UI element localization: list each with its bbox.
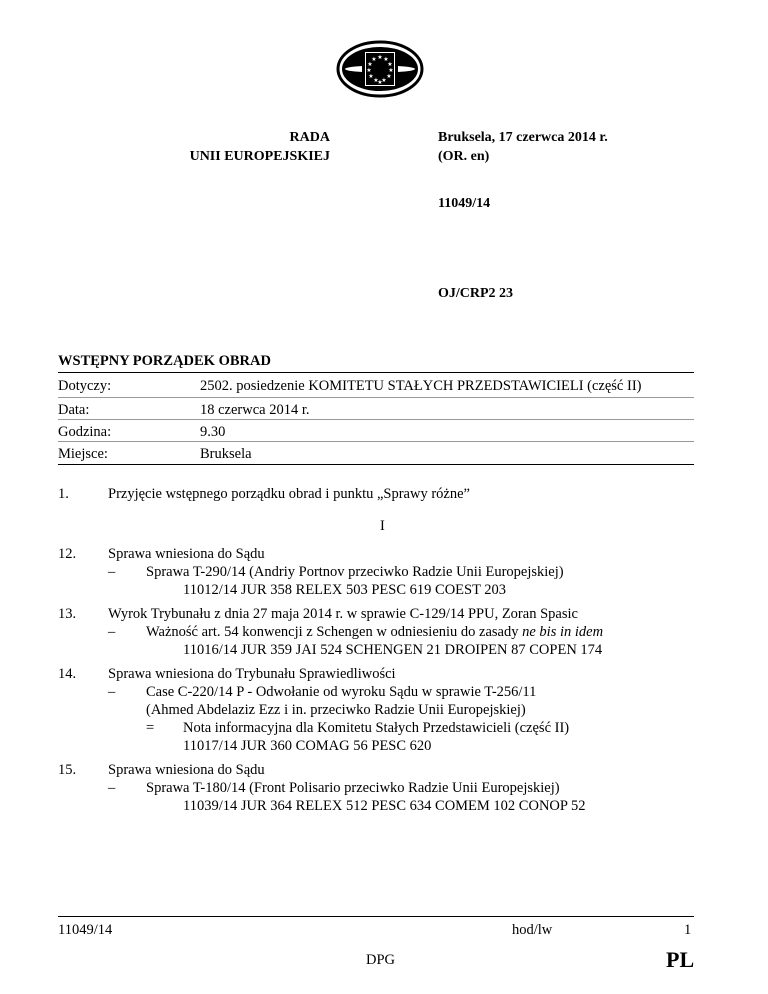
svg-text:★: ★ [381, 77, 387, 84]
meta-row-divider [58, 419, 694, 420]
meta-label-subject: Dotyczy: [58, 378, 112, 394]
item-subtitle: Sprawa T-290/14 (Andriy Portnov przeciwko Radzie Unii Europejskiej) [146, 564, 564, 580]
svg-text:★: ★ [367, 61, 373, 68]
item-reference: 11016/14 JUR 359 JAI 524 SCHENGEN 21 DROIPEN 87 COPEN 174 [183, 642, 603, 658]
council-line-2: UNII EUROPEJSKIEJ [189, 149, 330, 164]
oj-reference: OJ/CRP2 23 [438, 286, 514, 301]
svg-text:★: ★ [377, 54, 383, 61]
item-reference: 11017/14 JUR 360 COMAG 56 PESC 620 [183, 738, 432, 754]
footer-initials: hod/lw [512, 922, 553, 938]
meta-row-divider [58, 397, 694, 398]
divider-top [58, 372, 694, 373]
svg-text:★: ★ [387, 61, 393, 68]
council-line-1: RADA [289, 130, 330, 145]
svg-text:★: ★ [366, 67, 372, 74]
item-subtitle: Case C-220/14 P - Odwołanie od wyroku Sądu w sprawie T-256/11 [146, 684, 537, 700]
item-number: 13. [58, 606, 77, 622]
item-number: 1. [58, 486, 69, 502]
agenda-title: WSTĘPNY PORZĄDEK OBRAD [58, 353, 271, 369]
svg-text:★: ★ [373, 77, 379, 84]
meta-value-place: Bruksela [200, 446, 252, 462]
footer-doc-number: 11049/14 [58, 922, 113, 938]
item-subtitle-italic: ne bis in idem [522, 624, 604, 640]
svg-text:★: ★ [388, 67, 394, 74]
place-date-block [438, 128, 608, 166]
item-subtitle [146, 623, 603, 641]
item-subtitle-text: Ważność art. 54 konwencji z Schengen w odniesieniu do zasady [146, 624, 523, 640]
item-number: 15. [58, 762, 77, 778]
item-number: 14. [58, 666, 77, 682]
item-equals: = [146, 720, 155, 736]
original-language: (OR. en) [438, 149, 490, 164]
item-title: Sprawa wniesiona do Sądu [108, 762, 265, 778]
item-subtitle: Sprawa T-180/14 (Front Polisario przeciwko Radzie Unii Europejskiej) [146, 780, 560, 796]
meta-value-time: 9.30 [200, 424, 226, 440]
divider-bottom [58, 464, 694, 465]
item-dash: – [108, 624, 116, 640]
council-emblem-logo [336, 40, 424, 98]
meta-value-subject: 2502. posiedzenie KOMITETU STAŁYCH PRZEDSTAWICIELI (część II) [200, 378, 642, 394]
item-number: 12. [58, 546, 77, 562]
meta-value-date: 18 czerwca 2014 r. [200, 402, 310, 418]
item-title: Wyrok Trybunału z dnia 27 maja 2014 r. w sprawie C-129/14 PPU, Zoran Spasic [108, 606, 578, 622]
footer-department: DPG [366, 952, 396, 968]
item-subtitle-cont: (Ahmed Abdelaziz Ezz i in. przeciwko Radzie Unii Europejskiej) [146, 702, 526, 718]
svg-text:★: ★ [386, 73, 392, 80]
meta-row-divider [58, 441, 694, 442]
item-title: Sprawa wniesiona do Trybunału Sprawiedliwości [108, 666, 396, 682]
footer-language: PL [666, 947, 695, 972]
item-dash: – [108, 684, 116, 700]
document-number: 11049/14 [438, 196, 491, 211]
item-title: Przyjęcie wstępnego porządku obrad i punktu „Sprawy różne” [108, 486, 470, 502]
svg-text:★: ★ [371, 56, 377, 63]
footer-page-number: 1 [684, 922, 692, 938]
council-name [150, 128, 330, 166]
item-title: Sprawa wniesiona do Sądu [108, 546, 265, 562]
item-reference: 11039/14 JUR 364 RELEX 512 PESC 634 COMEM 102 CONOP 52 [183, 798, 586, 814]
item-note: Nota informacyjna dla Komitetu Stałych Przedstawicieli (część II) [183, 720, 570, 736]
section-marker: I [380, 518, 385, 534]
meta-label-place: Miejsce: [58, 446, 108, 462]
item-dash: – [108, 780, 116, 796]
svg-text:★: ★ [377, 79, 383, 86]
meta-label-date: Data: [58, 402, 90, 418]
svg-text:★: ★ [383, 56, 389, 63]
footer-divider [58, 916, 694, 917]
place-date: Bruksela, 17 czerwca 2014 r. [438, 130, 608, 145]
item-reference: 11012/14 JUR 358 RELEX 503 PESC 619 COEST 203 [183, 582, 507, 598]
meta-label-time: Godzina: [58, 424, 112, 440]
svg-text:★: ★ [368, 73, 374, 80]
item-dash: – [108, 564, 116, 580]
